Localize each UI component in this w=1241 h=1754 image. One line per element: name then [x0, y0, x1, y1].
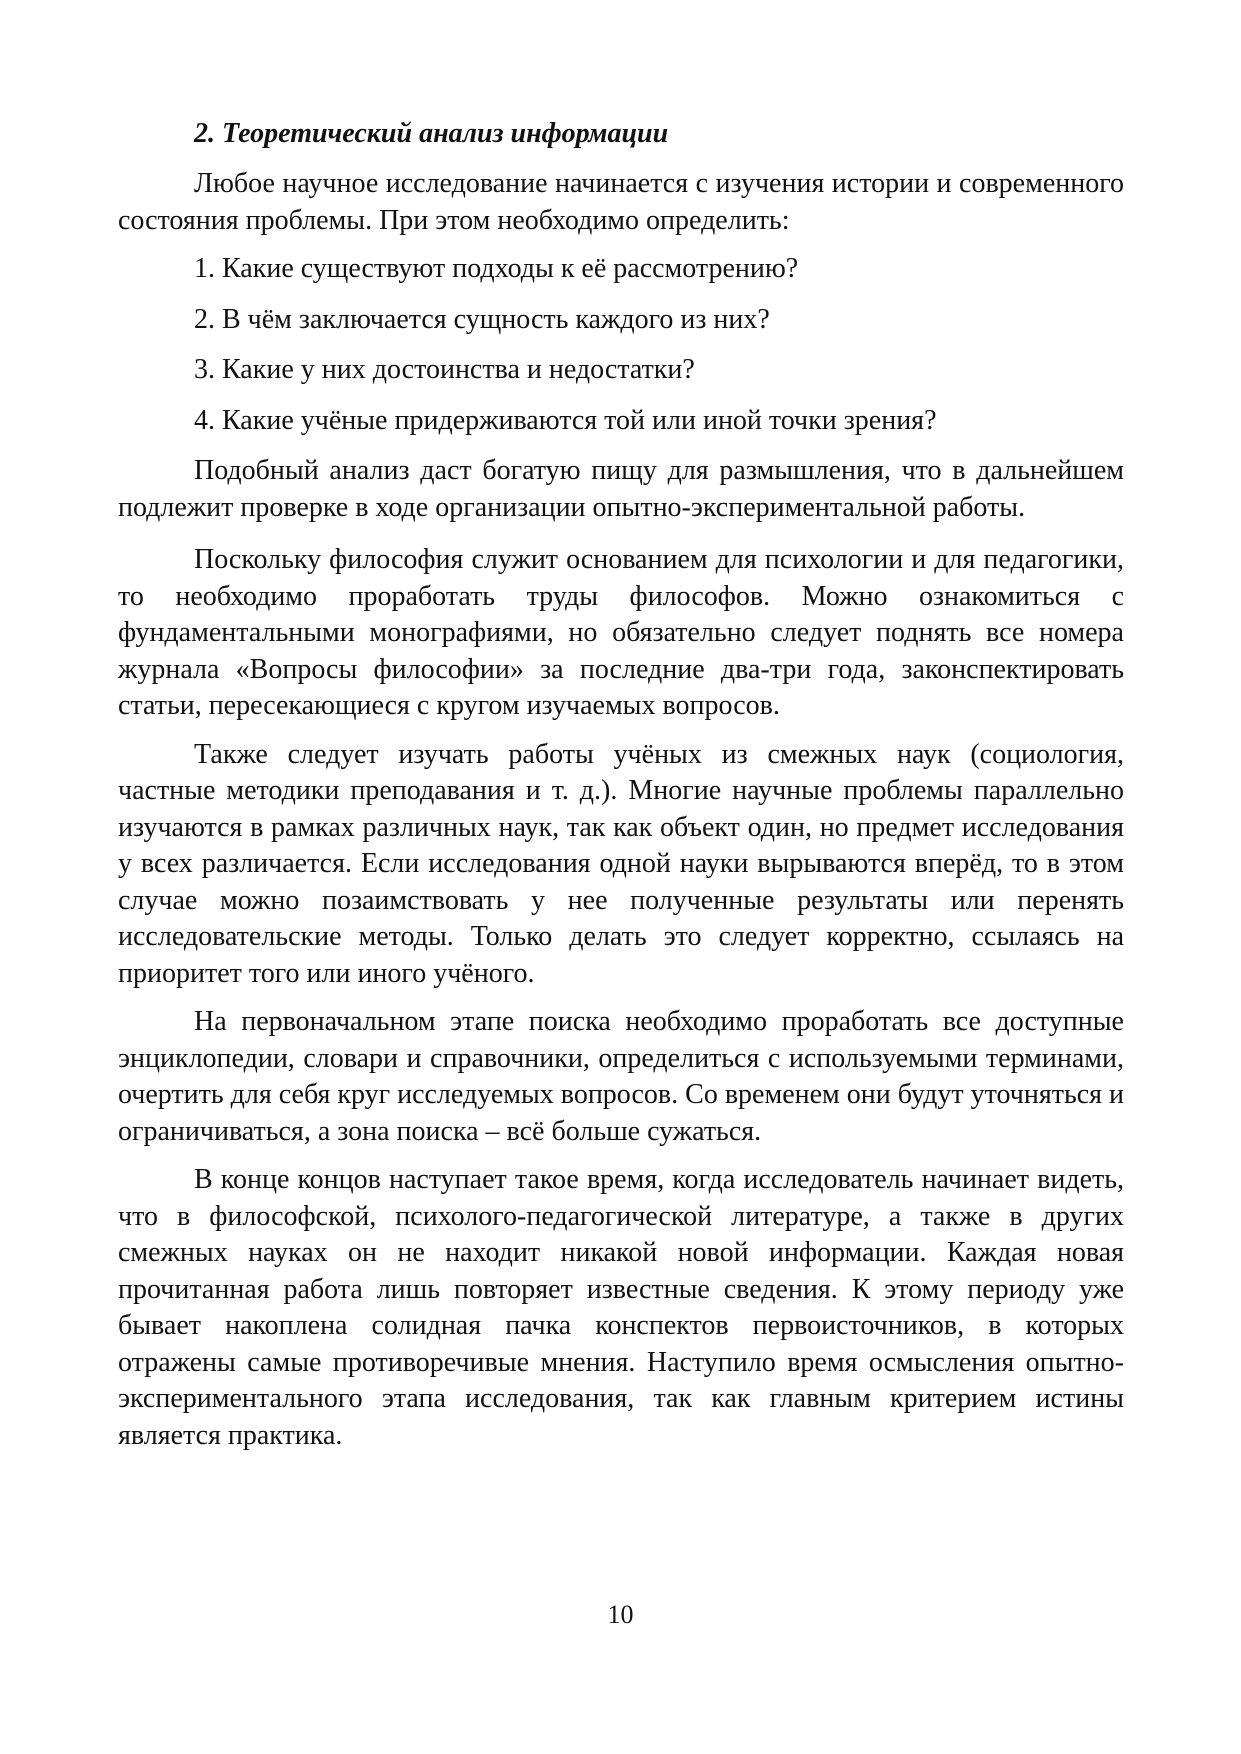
body-paragraph: Поскольку философия служит основанием для психологии и для педагогики, то необходимо проработать труды философов. Можно ознакомиться с фундаментальными монографиями, но обязательно следует поднять все номера журнала «Вопросы философии» за последние два-три года, законспектировать статьи, пересекающиеся с кругом изучаемых вопросов. — [118, 544, 1124, 721]
body-paragraph: Подобный анализ даст богатую пищу для размышления, что в дальнейшем подлежит проверке в ходе организации опытно-экспериментальной работы. — [118, 455, 1124, 523]
question-item: 1. Какие существуют подходы к её рассмотрению? — [194, 253, 799, 284]
question-item: 2. В чём заключается сущность каждого из них? — [194, 303, 770, 335]
page-number: 10 — [607, 1600, 634, 1629]
body-paragraph: На первоначальном этапе поиска необходимо проработать все доступные энциклопедии, словари и справочники, определиться с используемыми терминами, очертить для себя круг исследуемых вопросов. Со временем они будут уточняться и ограничиваться, а зона поиска – всё больше сужаться. — [118, 1006, 1125, 1147]
section-heading: 2. Теоретический анализ информации — [194, 118, 669, 149]
question-item: 3. Какие у них достоинства и недостатки? — [194, 354, 695, 385]
body-paragraph: В конце концов наступает такое время, когда исследователь начинает видеть, что в философской, психолого-педагогической литературе, а также в других смежных науках он не находит никакой новой информации. Каждая новая прочитанная работа лишь повторяет известные сведения. К этому периоду уже бывает накоплена солидная пачка конспектов первоисточников, в которых отражены самые противоречивые мнения. Наступило время осмысления опытно-экспериментального этапа исследования, так как главным критерием истины является практика. — [118, 1164, 1124, 1451]
intro-paragraph: Любое научное исследование начинается с изучения истории и современного состояния проблемы. При этом необходимо определить: — [118, 168, 1124, 236]
question-item: 4. Какие учёные придерживаются той или иной точки зрения? — [194, 404, 937, 436]
body-paragraph: Также следует изучать работы учёных из смежных наук (социология, частные методики преподавания и т. д.). Многие научные проблемы параллельно изучаются в рамках различных наук, так как объект один, но предмет исследования у всех различается. Если исследования одной науки вырываются вперёд, то в этом случае можно позаимствовать у нее полученные результаты или перенять исследовательские методы. Только делать это следует корректно, ссылаясь на приоритет того или иного учёного. — [118, 738, 1124, 989]
page-content — [118, 116, 1124, 1466]
